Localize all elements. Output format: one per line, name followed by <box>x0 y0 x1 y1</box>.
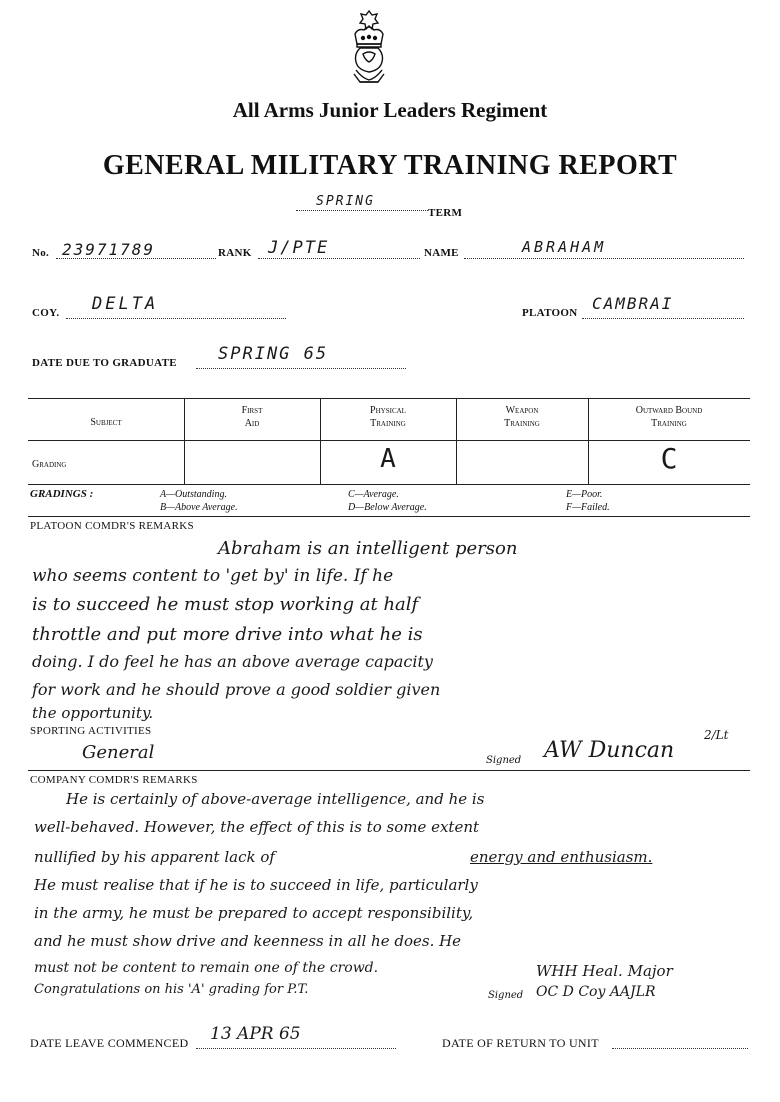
platoon-dotted-line <box>582 318 744 319</box>
platoon-value: CAMBRAI <box>592 294 674 313</box>
company-remark-line: He is certainly of above-average intelligence, and he is <box>66 790 485 808</box>
platoon-remark-line: the opportunity. <box>32 704 154 722</box>
rank-dotted-line <box>258 258 420 259</box>
grading-key-c: C—Average. <box>348 489 399 500</box>
company-remark-line: must not be content to remain one of the crowd. <box>34 960 379 976</box>
physical-training-grade: A <box>380 444 396 474</box>
name-value: ABRAHAM <box>522 238 607 256</box>
platoon-remark-line: Abraham is an intelligent person <box>218 538 518 559</box>
platoon-remark-line: is to succeed he must stop working at half <box>32 594 419 615</box>
company-remark-line: in the army, he must be prepared to accept responsibility, <box>34 904 474 922</box>
section-divider <box>28 770 750 771</box>
leave-dotted-line <box>196 1048 396 1049</box>
return-to-unit-label: DATE OF RETURN TO UNIT <box>442 1036 599 1050</box>
grading-key-a: A—Outstanding. <box>160 489 227 500</box>
leave-commenced-label: DATE LEAVE COMMENCED <box>30 1036 189 1050</box>
company-remark-emphasis: energy and enthusiasm. <box>470 848 653 866</box>
rank-value: J/PTE <box>268 238 330 258</box>
grading-key-b: B—Above Average. <box>160 502 238 513</box>
leave-commenced-value: 13 APR 65 <box>210 1024 301 1044</box>
grading-key-e: E—Poor. <box>566 489 603 500</box>
platoon-signed-label: Signed <box>486 755 522 766</box>
company-remark-line: He must realise that if he is to succeed in life, particularly <box>34 876 478 894</box>
platoon-label: PLATOON <box>522 307 578 319</box>
report-title: GENERAL MILITARY TRAINING REPORT <box>102 150 678 181</box>
grading-key-d: D—Below Average. <box>348 502 427 513</box>
company-commander-role: OC D Coy AAJLR <box>536 984 656 1000</box>
platoon-remark-line: who seems content to 'get by' in life. If he <box>32 566 394 586</box>
platoon-remarks-label: PLATOON COMDR'S REMARKS <box>30 520 194 532</box>
company-commander-signature: WHH Heal. Major <box>536 962 673 980</box>
graduate-label: DATE DUE TO GRADUATE <box>32 357 177 369</box>
outward-bound-grade: C <box>660 442 678 475</box>
platoon-remark-line: throttle and put more drive into what he is <box>32 624 423 645</box>
name-label: NAME <box>424 247 459 259</box>
return-dotted-line <box>612 1048 748 1049</box>
table-header-line <box>28 440 750 441</box>
company-signed-label: Signed <box>488 990 524 1001</box>
royal-crest-icon <box>346 8 392 88</box>
graduate-dotted-line <box>196 368 406 369</box>
platoon-remark-line: doing. I do feel he has an above average capacity <box>32 652 433 671</box>
term-value: SPRING <box>316 194 375 209</box>
section-divider <box>28 516 750 517</box>
number-label: No. <box>32 247 50 259</box>
graduate-value: SPRING 65 <box>218 344 329 364</box>
table-top-line <box>28 398 750 399</box>
platoon-commander-rank: 2/Lt <box>704 728 729 742</box>
platoon-remark-line: for work and he should prove a good soldier given <box>32 680 441 699</box>
table-bottom-line <box>28 484 750 485</box>
regiment-name: All Arms Junior Leaders Regiment <box>232 98 548 122</box>
company-remark-line: well-behaved. However, the effect of this is to some extent <box>34 818 480 836</box>
sporting-activities-value: General <box>82 742 155 763</box>
company-remark-line: and he must show drive and keenness in all he does. He <box>34 932 462 950</box>
number-value: 23971789 <box>62 240 156 259</box>
subject-header: Subject <box>90 417 122 428</box>
coy-dotted-line <box>66 318 286 319</box>
coy-value: DELTA <box>92 294 159 314</box>
sporting-activities-label: SPORTING ACTIVITIES <box>30 725 152 737</box>
grading-key-f: F—Failed. <box>566 502 610 513</box>
term-dotted-line <box>296 210 428 211</box>
outward-bound-header: Outward Bound Training <box>635 405 703 429</box>
name-dotted-line <box>464 258 744 259</box>
number-dotted-line <box>56 258 216 259</box>
grading-row-label: Grading <box>32 459 67 470</box>
physical-training-header: Physical Training <box>370 405 406 429</box>
weapon-training-header: Weapon Training <box>504 405 540 429</box>
coy-label: COY. <box>32 307 60 319</box>
company-remark-line: nullified by his apparent lack of <box>34 848 275 866</box>
company-remark-line: Congratulations on his 'A' grading for P.T. <box>34 982 309 997</box>
platoon-commander-signature: AW Duncan <box>544 738 675 763</box>
company-remarks-label: COMPANY COMDR'S REMARKS <box>30 774 198 786</box>
gradings-key-label: GRADINGS : <box>30 488 94 500</box>
first-aid-header: First Aid <box>241 405 263 429</box>
rank-label: RANK <box>218 247 252 259</box>
term-label: TERM <box>428 207 463 219</box>
